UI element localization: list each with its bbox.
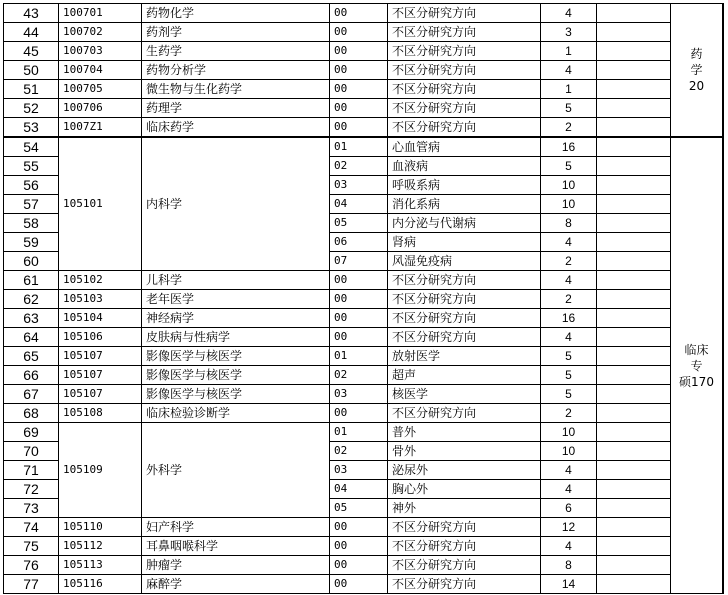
major-name: 内科学 [142, 137, 330, 271]
quota: 4 [541, 233, 597, 252]
major-name: 神经病学 [142, 309, 330, 328]
row-number: 69 [4, 423, 59, 442]
quota: 1 [541, 42, 597, 61]
direction-code: 00 [330, 42, 388, 61]
blank-cell [597, 442, 671, 461]
major-name: 药理学 [142, 99, 330, 118]
blank-cell [597, 23, 671, 42]
direction-code: 05 [330, 499, 388, 518]
table-row [4, 366, 724, 385]
major-name: 老年医学 [142, 290, 330, 309]
major-code: 105109 [59, 423, 142, 518]
direction-code: 03 [330, 176, 388, 195]
direction-name: 不区分研究方向 [388, 42, 541, 61]
row-number: 44 [4, 23, 59, 42]
major-name: 影像医学与核医学 [142, 366, 330, 385]
blank-cell [597, 42, 671, 61]
row-number: 59 [4, 233, 59, 252]
direction-name: 不区分研究方向 [388, 290, 541, 309]
direction-code: 00 [330, 328, 388, 347]
major-name: 影像医学与核医学 [142, 385, 330, 404]
direction-code: 02 [330, 442, 388, 461]
table-row [4, 137, 724, 157]
direction-code: 01 [330, 137, 388, 157]
row-number: 58 [4, 214, 59, 233]
quota: 4 [541, 271, 597, 290]
direction-name: 不区分研究方向 [388, 518, 541, 537]
major-name: 儿科学 [142, 271, 330, 290]
direction-name: 核医学 [388, 385, 541, 404]
major-name: 外科学 [142, 423, 330, 518]
blank-cell [597, 518, 671, 537]
blank-cell [597, 499, 671, 518]
direction-name: 超声 [388, 366, 541, 385]
major-code: 100702 [59, 23, 142, 42]
direction-code: 07 [330, 252, 388, 271]
blank-cell [723, 366, 724, 385]
blank-cell [723, 214, 724, 233]
direction-name: 消化系病 [388, 195, 541, 214]
row-number: 77 [4, 575, 59, 594]
direction-name: 不区分研究方向 [388, 575, 541, 594]
blank-cell [597, 195, 671, 214]
row-number: 53 [4, 118, 59, 138]
direction-code: 05 [330, 214, 388, 233]
direction-code: 00 [330, 537, 388, 556]
blank-cell [723, 23, 724, 42]
table-row [4, 80, 724, 99]
direction-code: 03 [330, 385, 388, 404]
row-number: 45 [4, 42, 59, 61]
blank-cell [597, 537, 671, 556]
row-number: 72 [4, 480, 59, 499]
direction-name: 不区分研究方向 [388, 271, 541, 290]
row-number: 61 [4, 271, 59, 290]
table-row [4, 61, 724, 80]
major-name: 妇产科学 [142, 518, 330, 537]
blank-cell [723, 157, 724, 176]
quota: 4 [541, 461, 597, 480]
direction-name: 风湿免疫病 [388, 252, 541, 271]
row-number: 54 [4, 137, 59, 157]
blank-cell [723, 99, 724, 118]
direction-name: 肾病 [388, 233, 541, 252]
row-number: 64 [4, 328, 59, 347]
major-name: 肿瘤学 [142, 556, 330, 575]
direction-name: 不区分研究方向 [388, 118, 541, 138]
blank-cell [723, 480, 724, 499]
major-code: 105107 [59, 347, 142, 366]
blank-cell [597, 80, 671, 99]
table-row [4, 518, 724, 537]
direction-code: 01 [330, 347, 388, 366]
row-number: 75 [4, 537, 59, 556]
direction-name: 不区分研究方向 [388, 80, 541, 99]
blank-cell [723, 518, 724, 537]
row-number: 70 [4, 442, 59, 461]
row-number: 68 [4, 404, 59, 423]
quota: 5 [541, 157, 597, 176]
direction-name: 放射医学 [388, 347, 541, 366]
blank-cell [597, 252, 671, 271]
major-name: 微生物与生化药学 [142, 80, 330, 99]
major-name: 生药学 [142, 42, 330, 61]
row-number: 51 [4, 80, 59, 99]
blank-cell [723, 271, 724, 290]
blank-cell [597, 157, 671, 176]
table-row [4, 385, 724, 404]
row-number: 50 [4, 61, 59, 80]
blank-cell [723, 556, 724, 575]
row-number: 66 [4, 366, 59, 385]
major-code: 105104 [59, 309, 142, 328]
blank-cell [597, 61, 671, 80]
direction-name: 泌尿外 [388, 461, 541, 480]
row-number: 52 [4, 99, 59, 118]
major-code: 105107 [59, 366, 142, 385]
quota: 4 [541, 537, 597, 556]
blank-cell [597, 423, 671, 442]
table-row [4, 118, 724, 138]
quota: 10 [541, 423, 597, 442]
table-row [4, 575, 724, 594]
direction-code: 00 [330, 4, 388, 23]
row-number: 60 [4, 252, 59, 271]
blank-cell [597, 461, 671, 480]
direction-code: 03 [330, 461, 388, 480]
direction-name: 不区分研究方向 [388, 537, 541, 556]
major-code: 105116 [59, 575, 142, 594]
direction-code: 00 [330, 80, 388, 99]
quota: 5 [541, 347, 597, 366]
row-number: 73 [4, 499, 59, 518]
blank-cell [597, 575, 671, 594]
major-code: 1007Z1 [59, 118, 142, 138]
blank-cell [597, 480, 671, 499]
quota: 4 [541, 328, 597, 347]
direction-name: 呼吸系病 [388, 176, 541, 195]
row-number: 56 [4, 176, 59, 195]
quota: 4 [541, 4, 597, 23]
major-name: 临床药学 [142, 118, 330, 138]
quota: 1 [541, 80, 597, 99]
blank-cell [597, 176, 671, 195]
major-code: 105106 [59, 328, 142, 347]
quota: 6 [541, 499, 597, 518]
direction-code: 00 [330, 309, 388, 328]
blank-cell [597, 271, 671, 290]
row-number: 55 [4, 157, 59, 176]
direction-code: 00 [330, 61, 388, 80]
major-code: 100706 [59, 99, 142, 118]
blank-cell [723, 42, 724, 61]
table-row [4, 23, 724, 42]
direction-code: 00 [330, 556, 388, 575]
table-row [4, 290, 724, 309]
blank-cell [723, 233, 724, 252]
blank-cell [597, 556, 671, 575]
major-code: 100703 [59, 42, 142, 61]
major-name: 药物化学 [142, 4, 330, 23]
direction-name: 不区分研究方向 [388, 404, 541, 423]
major-name: 药剂学 [142, 23, 330, 42]
table-row [4, 99, 724, 118]
table-row [4, 309, 724, 328]
blank-cell [723, 309, 724, 328]
direction-code: 04 [330, 480, 388, 499]
table-row [4, 347, 724, 366]
major-code: 105110 [59, 518, 142, 537]
enrollment-table [3, 3, 724, 594]
blank-cell [597, 118, 671, 138]
blank-cell [597, 233, 671, 252]
blank-cell [723, 195, 724, 214]
quota: 5 [541, 99, 597, 118]
blank-cell [597, 290, 671, 309]
quota: 2 [541, 118, 597, 138]
table-row [4, 271, 724, 290]
blank-cell [723, 328, 724, 347]
quota: 2 [541, 404, 597, 423]
row-number: 43 [4, 4, 59, 23]
blank-cell [723, 290, 724, 309]
quota: 4 [541, 61, 597, 80]
direction-name: 不区分研究方向 [388, 328, 541, 347]
blank-cell [597, 99, 671, 118]
blank-cell [597, 404, 671, 423]
blank-cell [723, 252, 724, 271]
quota: 8 [541, 556, 597, 575]
blank-cell [597, 366, 671, 385]
group-clinical [671, 137, 723, 594]
quota: 10 [541, 176, 597, 195]
blank-cell [723, 80, 724, 99]
row-number: 76 [4, 556, 59, 575]
direction-name: 神外 [388, 499, 541, 518]
major-name: 影像医学与核医学 [142, 347, 330, 366]
direction-code: 04 [330, 195, 388, 214]
blank-cell [723, 385, 724, 404]
major-code: 100701 [59, 4, 142, 23]
quota: 10 [541, 442, 597, 461]
row-number: 57 [4, 195, 59, 214]
direction-code: 02 [330, 157, 388, 176]
major-name: 皮肤病与性病学 [142, 328, 330, 347]
table-row [4, 537, 724, 556]
direction-name: 不区分研究方向 [388, 23, 541, 42]
major-code: 105112 [59, 537, 142, 556]
table-row [4, 42, 724, 61]
direction-code: 06 [330, 233, 388, 252]
table-row [4, 404, 724, 423]
table-row [4, 328, 724, 347]
quota: 14 [541, 575, 597, 594]
direction-code: 00 [330, 575, 388, 594]
quota: 5 [541, 366, 597, 385]
major-name: 临床检验诊断学 [142, 404, 330, 423]
quota: 10 [541, 195, 597, 214]
direction-code: 00 [330, 271, 388, 290]
direction-name: 不区分研究方向 [388, 99, 541, 118]
major-code: 100704 [59, 61, 142, 80]
direction-name: 内分泌与代谢病 [388, 214, 541, 233]
quota: 8 [541, 214, 597, 233]
blank-cell [597, 347, 671, 366]
blank-cell [723, 575, 724, 594]
direction-code: 00 [330, 518, 388, 537]
row-number: 62 [4, 290, 59, 309]
quota: 3 [541, 23, 597, 42]
quota: 16 [541, 137, 597, 157]
blank-cell [597, 214, 671, 233]
direction-code: 01 [330, 423, 388, 442]
direction-code: 00 [330, 404, 388, 423]
quota: 4 [541, 480, 597, 499]
major-code: 105101 [59, 137, 142, 271]
group-label: 临床 专 硕170 [679, 342, 714, 389]
row-number: 63 [4, 309, 59, 328]
quota: 16 [541, 309, 597, 328]
direction-name: 血液病 [388, 157, 541, 176]
direction-code: 00 [330, 290, 388, 309]
blank-cell [723, 347, 724, 366]
blank-cell [723, 4, 724, 23]
direction-name: 心血管病 [388, 137, 541, 157]
direction-name: 不区分研究方向 [388, 556, 541, 575]
direction-name: 骨外 [388, 442, 541, 461]
blank-cell [723, 499, 724, 518]
major-code: 105102 [59, 271, 142, 290]
quota: 2 [541, 252, 597, 271]
blank-cell [597, 328, 671, 347]
blank-cell [597, 309, 671, 328]
blank-cell [597, 137, 671, 157]
major-name: 耳鼻咽喉科学 [142, 537, 330, 556]
blank-cell [597, 385, 671, 404]
quota: 5 [541, 385, 597, 404]
direction-name: 不区分研究方向 [388, 4, 541, 23]
blank-cell [723, 137, 724, 157]
blank-cell [597, 4, 671, 23]
row-number: 65 [4, 347, 59, 366]
blank-cell [723, 461, 724, 480]
table-row [4, 4, 724, 23]
blank-cell [723, 423, 724, 442]
group-label: 药 学 20 [688, 47, 705, 93]
major-code: 100705 [59, 80, 142, 99]
blank-cell [723, 442, 724, 461]
major-code: 105113 [59, 556, 142, 575]
table-row [4, 423, 724, 442]
direction-name: 不区分研究方向 [388, 309, 541, 328]
direction-code: 02 [330, 366, 388, 385]
row-number: 71 [4, 461, 59, 480]
direction-code: 00 [330, 118, 388, 138]
major-name: 药物分析学 [142, 61, 330, 80]
table-row [4, 556, 724, 575]
row-number: 67 [4, 385, 59, 404]
direction-code: 00 [330, 23, 388, 42]
quota: 2 [541, 290, 597, 309]
major-name: 麻醉学 [142, 575, 330, 594]
blank-cell [723, 176, 724, 195]
major-code: 105108 [59, 404, 142, 423]
direction-code: 00 [330, 99, 388, 118]
blank-cell [723, 404, 724, 423]
blank-cell [723, 537, 724, 556]
direction-name: 不区分研究方向 [388, 61, 541, 80]
row-number: 74 [4, 518, 59, 537]
direction-name: 普外 [388, 423, 541, 442]
direction-name: 胸心外 [388, 480, 541, 499]
blank-cell [723, 61, 724, 80]
group-pharmacy [671, 4, 723, 138]
major-code: 105107 [59, 385, 142, 404]
blank-cell [723, 118, 724, 138]
quota: 12 [541, 518, 597, 537]
major-code: 105103 [59, 290, 142, 309]
